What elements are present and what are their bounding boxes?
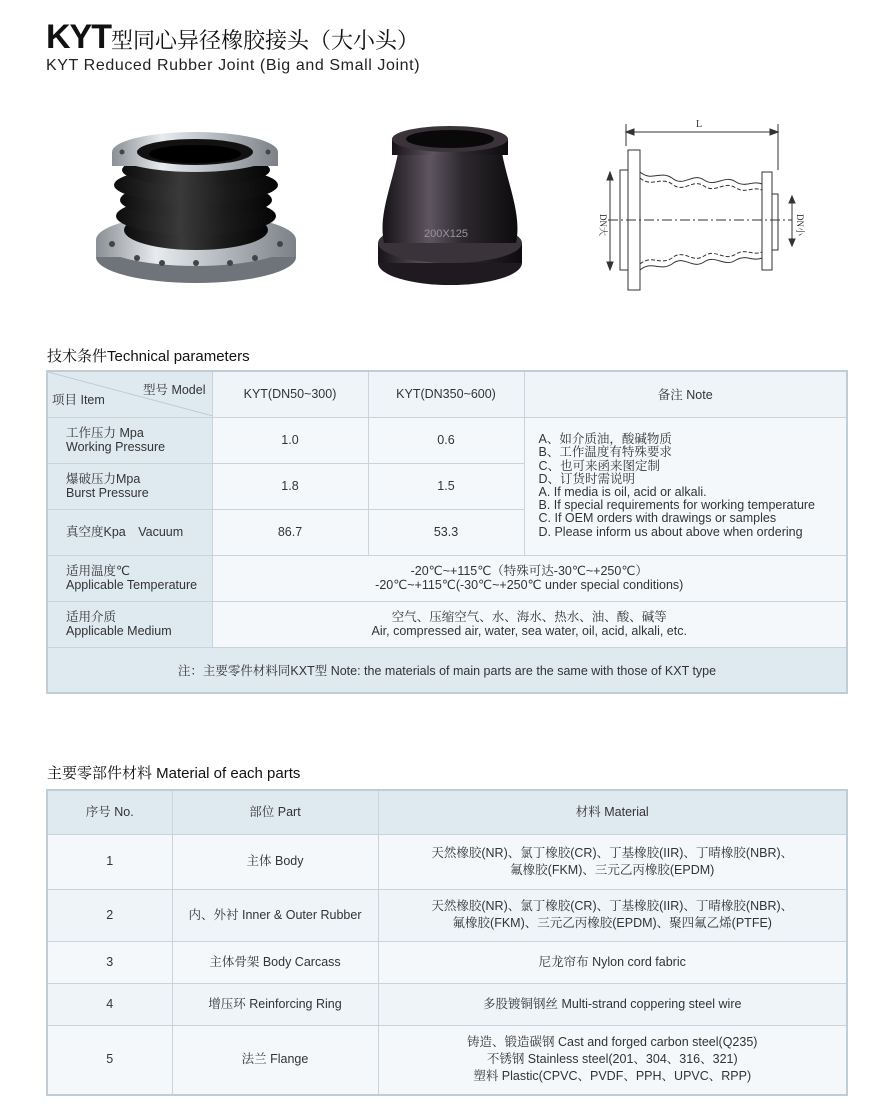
tech-temperature-label: [47, 555, 212, 601]
tech-header-corner-cell: [47, 371, 212, 417]
material-line: 天然橡胶(NR)、氯丁橡胶(CR)、丁基橡胶(IIR)、丁晴橡胶(NBR)、: [431, 899, 794, 913]
tech-row-label-cn: 真空度Kpa Vacuum: [66, 525, 184, 539]
medium-value-en: Air, compressed air, water, sea water, oil, acid, alkali, etc.: [371, 624, 687, 638]
tech-row-value1: 1.8: [212, 463, 368, 509]
materials-header-material: 材料 Material: [378, 790, 847, 834]
product-photo-reducer-joint: [370, 125, 530, 290]
temperature-value-cn: -20℃~+115℃（特殊可达-30℃~+250℃）: [410, 564, 648, 578]
tech-header-note: 备注 Note: [524, 371, 847, 417]
tech-row-label: [47, 417, 212, 463]
materials-row-part: 法兰 Flange: [172, 1025, 378, 1095]
technical-drawing: [580, 110, 810, 300]
tech-row-value1: 1.0: [212, 417, 368, 463]
note-line: B. If special requirements for working temperature: [538, 498, 816, 513]
tech-header-col2: KYT(DN350~600): [368, 371, 524, 417]
title-model: KYT: [46, 18, 111, 56]
materials-row-no: 5: [47, 1025, 172, 1095]
materials-row-part: 主体骨架 Body Carcass: [172, 941, 378, 983]
materials-header-part: 部位 Part: [172, 790, 378, 834]
tech-row-label-cn: 爆破压力Mpa: [66, 472, 141, 486]
material-line: 铸造、锻造碳钢 Cast and forged carbon steel(Q235): [467, 1035, 758, 1050]
tech-row-label-cn: 工作压力 Mpa: [66, 426, 144, 440]
materials-table: [46, 789, 848, 1096]
tech-header-item: 项目 Item: [52, 393, 105, 408]
tech-section-title: 技术条件Technical parameters: [47, 348, 250, 365]
material-line: 塑料 Plastic(CPVC、PVDF、PPH、UPVC、RPP): [473, 1069, 752, 1084]
medium-label-cn: 适用介质: [66, 610, 117, 624]
temperature-value-en: -20℃~+115℃(-30℃~+250℃ under special conditions): [375, 578, 684, 592]
tech-row-label: [47, 509, 212, 555]
tech-row-value1: 86.7: [212, 509, 368, 555]
material-line: 氟橡胶(FKM)、三元乙丙橡胶(EPDM): [510, 862, 715, 877]
material-line: 氟橡胶(FKM)、三元乙丙橡胶(EPDM)、聚四氟乙烯(PTFE): [452, 916, 772, 930]
materials-row: [47, 834, 847, 889]
tech-params-table: [46, 370, 848, 694]
materials-row-material: [378, 983, 847, 1025]
title-cn-text: 型同心异径橡胶接头（大小头）: [111, 28, 420, 53]
tech-temperature-value: [212, 555, 847, 601]
drawing-dn-big-label: DN大: [598, 214, 608, 236]
tech-medium-label: [47, 601, 212, 647]
tech-row-value2: 53.3: [368, 509, 524, 555]
note-line: C. If OEM orders with drawings or samples: [538, 511, 777, 526]
tech-notes-cell: [524, 417, 847, 555]
materials-section-title: 主要零部件材料 Material of each parts: [47, 765, 301, 782]
materials-row-no: 4: [47, 983, 172, 1025]
materials-row: [47, 983, 847, 1025]
tech-header-col1: KYT(DN50~300): [212, 371, 368, 417]
drawing-dn-small-label: DN小: [795, 214, 805, 236]
note-line: A. If media is oil, acid or alkali.: [538, 485, 707, 499]
temperature-label-cn: 适用温度℃: [66, 564, 131, 578]
tech-row-value2: 1.5: [368, 463, 524, 509]
tech-row-label-en: Burst Pressure: [66, 486, 149, 500]
materials-row: [47, 1025, 847, 1095]
materials-row-part: 内、外衬 Inner & Outer Rubber: [172, 889, 378, 941]
tech-medium-row: [47, 601, 847, 647]
note-line: D. Please inform us about above when ordering: [538, 524, 803, 539]
material-line: 不锈钢 Stainless steel(201、304、316、321): [486, 1052, 738, 1067]
materials-row-no: 1: [47, 834, 172, 889]
materials-header-row: [47, 790, 847, 834]
tech-temperature-row: [47, 555, 847, 601]
drawing-length-label: L: [696, 119, 703, 130]
tech-row-label: [47, 463, 212, 509]
page-title: [46, 18, 419, 57]
materials-row-no: 2: [47, 889, 172, 941]
materials-row-part: 主体 Body: [172, 834, 378, 889]
product-marking: 200X125: [424, 228, 469, 240]
materials-row: [47, 941, 847, 983]
material-line: 尼龙帘布 Nylon cord fabric: [538, 954, 686, 969]
tech-header-row: [47, 371, 847, 417]
product-photo-bellows-joint: [92, 130, 302, 290]
temperature-label-en: Applicable Temperature: [66, 578, 198, 592]
tech-footnote-row: [47, 647, 847, 693]
tech-row-label-en: Working Pressure: [66, 440, 166, 454]
tech-medium-value: [212, 601, 847, 647]
medium-label-en: Applicable Medium: [66, 624, 172, 638]
page-subtitle: KYT Reduced Rubber Joint (Big and Small Joint): [46, 57, 421, 74]
tech-row: [47, 417, 847, 463]
materials-row: [47, 889, 847, 941]
materials-row-material: [378, 1025, 847, 1095]
materials-header-no: 序号 No.: [47, 790, 172, 834]
tech-footnote: 注：主要零件材料同KXT型 Note: the materials of main parts are the same with those of KXT type: [47, 647, 847, 693]
note-line: A、如介质油，酸碱物质: [538, 432, 672, 447]
materials-row-material: [378, 834, 847, 889]
material-line: 天然橡胶(NR)、氯丁橡胶(CR)、丁基橡胶(IIR)、丁晴橡胶(NBR)、: [431, 845, 794, 860]
note-line: B、工作温度有特殊要求: [538, 445, 672, 460]
materials-row-material: [378, 941, 847, 983]
note-line: D、订货时需说明: [538, 471, 636, 486]
tech-row-value2: 0.6: [368, 417, 524, 463]
material-line: 多股镀铜钢丝 Multi-strand coppering steel wire: [483, 996, 742, 1011]
note-line: C、也可来函来图定制: [538, 458, 661, 473]
materials-row-no: 3: [47, 941, 172, 983]
materials-row-material: [378, 889, 847, 941]
materials-row-part: 增压环 Reinforcing Ring: [172, 983, 378, 1025]
medium-value-cn: 空气、压缩空气、水、海水、热水、油、酸、碱等: [391, 610, 667, 624]
tech-header-model: 型号 Model: [142, 383, 206, 398]
